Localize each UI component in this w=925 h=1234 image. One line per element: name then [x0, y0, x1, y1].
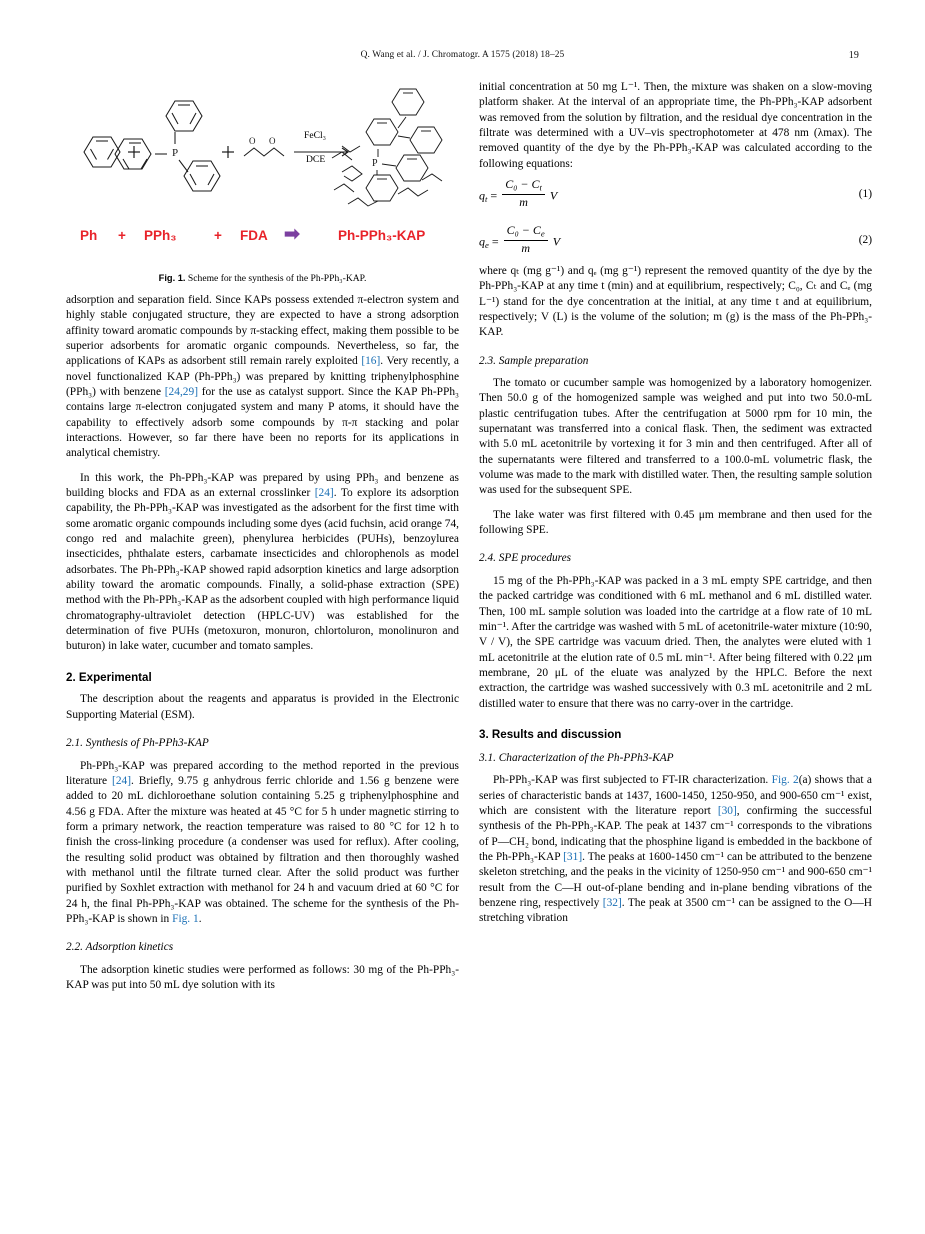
- heading-spe-procedures: 2.4. SPE procedures: [479, 552, 572, 565]
- eq1-num-text: C₀ − C: [505, 176, 540, 191]
- para-text-c: .: [198, 912, 202, 925]
- eq1-num-sub: t: [539, 182, 542, 193]
- eq2-numerator: [504, 224, 548, 241]
- para-text: Ph-PPh₃-KAP was first subjected to FT-IR characterization.: [493, 774, 769, 787]
- left-column: [66, 293, 459, 993]
- eq1-numerator: [502, 178, 545, 195]
- ref-link-30[interactable]: [30]: [717, 805, 737, 818]
- figure-1-caption-text: Scheme for the synthesis of the Ph-PPh₃-KAP.: [187, 273, 367, 284]
- svg-text:O: O: [249, 136, 256, 146]
- reaction-scheme-drawing: [66, 80, 459, 230]
- paragraph-initial-concentration: initial concentration at 50 mg L⁻¹. Then, the mixture was shaken on a slow-moving platform shaker. At the interval of an appropriate time, the Ph-PPh₃-KAP adsorbent was removed from the solution by filtration, and the residual dye concentration in the filtrate was determined with a UV–vis spectrophotometer at 478 nm (λmax). The removed quantity of the dye by the Ph-PPh₃-KAP was calculated according to the following equations:: [479, 81, 872, 170]
- equation-2-body: $q_e$ = $\frac{C_0 - C_e}{m}$ V: [479, 222, 561, 256]
- para-text: adsorption and separation field. Since KAPs possess extended π-electron system and highly stable conjugated structure, they are expected to have a strong adsorption affinity toward aromatic compounds by π-stacking effect, making them possible to be superior adsorbents for aromatic organic compounds. Nevertheless, so far, the applications of KAPs as adsorbent still remain rarely exploited: [66, 294, 459, 368]
- heading-synthesis: 2.1. Synthesis of Ph-PPh3-KAP: [66, 737, 209, 750]
- ref-link-24b[interactable]: [24]: [112, 774, 132, 787]
- para-text-b: . Briefly, 9.75 g anhydrous ferric chloride and 1.56 g benzene were added to 20 mL dichloroethane solution containing 5.25 g triphenylphosphine and 4.56 g FDA. After the mixture was heated at 45 °C for 5 h under magnetic stirring to form a primary network, the reaction temperature was raised to 80 °C for 12 h to finish the cross-linking procedure (a condenser was used for reflux). After cooling, the resulting solid product was obtained by filtration and then thoroughly washed with methanol until the filtrate turned clear. After the solid product was further purified by Soxhlet extraction with methanol for 24 h and vacuum dried at 60 °C for 24 h, the final Ph-PPh₃-KAP was obtained. The scheme for the synthesis of the Ph-PPh₃-KAP is shown in: [66, 774, 459, 925]
- para-text: Ph-PPh₃-KAP was prepared according to the method reported in the previous literature: [66, 759, 459, 787]
- heading-characterization: 3.1. Characterization of the Ph-PPh3-KAP: [479, 751, 674, 764]
- eq2-fraction: [504, 224, 548, 256]
- figure-1-caption-label: Fig. 1.: [158, 273, 186, 283]
- running-head: [66, 50, 859, 60]
- reagent-above-arrow: FeCl₃: [304, 130, 327, 141]
- label-product: Ph-PPh₃-KAP: [338, 228, 426, 243]
- eq1-fraction: [502, 178, 545, 210]
- reagent-below-arrow: DCE: [306, 154, 326, 165]
- para-text-b: (a) shows that a series of characteristic bands at 1437, 1600-1450, 1250-950, and 900-650 cm⁻¹ exist, which are consistent with the literature report: [479, 774, 872, 818]
- page-number: 19: [848, 50, 859, 61]
- para-text-e: . The peak at 3500 cm⁻¹ can be assigned to the O—H stretching vibration: [479, 897, 872, 925]
- ref-link-32[interactable]: [32]: [602, 897, 622, 910]
- equation-1-number: (1): [858, 187, 872, 200]
- heading-adsorption-kinetics: 2.2. Adsorption kinetics: [66, 941, 174, 954]
- paragraph-adsorption-intro: [66, 293, 459, 462]
- right-column: [479, 80, 872, 927]
- heading-experimental: 2. Experimental: [66, 670, 152, 684]
- para-text-d: . The peaks at 1600-1450 cm⁻¹ can be attributed to the benzene skeleton stretching, and the peaks in the vicinity of 1250-950 cm⁻¹ and 900-650 cm⁻¹ result from the C—H out-of-plane bending and in-plane bending vibrations of the benzene ring, respectively: [479, 851, 872, 910]
- equation-1-body: $q_t$ = $\frac{C_0 - C_t}{m}$ V: [479, 176, 558, 210]
- figure-1-caption: [66, 272, 459, 285]
- svg-text:P: P: [172, 147, 179, 159]
- eq2-lhs-sub: e: [485, 240, 489, 251]
- equation-2-number: (2): [858, 233, 872, 246]
- para-text-c: for the use as catalyst support. Since the KAP Ph-PPh₃ contains large π-electron conjugated system and many P atoms, it should have the capability to effectively adsorb some compounds by π-π stacking and polar interactions. However, so far there have been no reports for its applications in analytical chemistry.: [66, 385, 459, 460]
- right-arrow-icon: ➡: [284, 224, 300, 245]
- paragraph-symbol-definitions: where qₜ (mg g⁻¹) and qₑ (mg g⁻¹) represent the removed quantity of the dye by the Ph-PPh₃-KAP at any time t (min) and at equilibrium, respectively; C₀, Cₜ and Cₑ (mg L⁻¹) stand for the dye concentration at the initial, at any time t and at equilibrium, respectively; V (L) is the volume of the solution; m (g) is the mass of the Ph-PPh₃-KAP.: [479, 264, 872, 339]
- svg-text:O: O: [269, 136, 276, 146]
- ref-link-24[interactable]: [24]: [314, 486, 334, 499]
- figure-ref-fig2[interactable]: Fig. 2: [771, 774, 799, 787]
- heading-sample-preparation: 2.3. Sample preparation: [479, 354, 589, 367]
- eq1-lhs-sub: t: [485, 194, 488, 205]
- para-text-c: , confirming the successful synthesis of the Ph-PPh₃-KAP. The peak at 1437 cm⁻¹ corresponds to the vibrations of P—CH₂ bond, indicating that the phosphine ligand is embedded in the backbone of the Ph-PPh₃-KAP: [479, 805, 872, 864]
- para-text-b: . To explore its adsorption capability, the Ph-PPh₃-KAP was investigated as the adsorbent for the first time with some aromatic organic compounds including some dyes (acid fuchsin, acid orange 74, congo red and malachite green), phenylurea herbicides (PUHs), benzoylurea insecticides, phthalate esters, carbamate insecticides and chlorophenols as model adsorbates. The Ph-PPh₃-KAP showed rapid adsorption kinetics and large adsorption ability toward the aromatic compounds. Finally, a solid-phase extraction (SPE) method with the Ph-PPh₃-KAP as the adsorbent coupled with high performance liquid chromatography-ultraviolet detection (HPLC-UV) was established for the determination of five PUHs (metoxuron, monuron, chlortoluron, monolinuron and buturon) in lake water, cucumber and tomato samples.: [66, 486, 459, 653]
- eq2-tail: V: [552, 234, 561, 249]
- ref-link-31[interactable]: [31]: [563, 851, 583, 864]
- label-plus-1: +: [118, 228, 126, 243]
- paragraph-reagents: The description about the reagents and apparatus is provided in the Electronic Supporting Material (ESM).: [66, 693, 459, 721]
- figure-1-scheme: [66, 80, 459, 270]
- equation-2: [479, 224, 872, 258]
- label-fda: FDA: [240, 228, 268, 243]
- eq1-denominator: m: [519, 195, 528, 210]
- label-pph3: PPh₃: [144, 228, 177, 243]
- eq2-lhs: q: [479, 234, 485, 249]
- label-plus-2: +: [214, 228, 222, 243]
- eq2-num-sub: e: [540, 228, 545, 239]
- eq2-num-text: C₀ − C: [506, 222, 541, 237]
- paragraph-kinetics: The adsorption kinetic studies were performed as follows: 30 mg of the Ph-PPh₃-KAP was put into 50 mL dye solution with its: [66, 963, 459, 992]
- paragraph-sample-prep: The tomato or cucumber sample was homogenized by a laboratory homogenizer. Then 50.0 g of the homogenized sample was weighed and put into two 50.0-mL plastic centrifugation tubes. After the centrifugation at 5000 rpm for 10 min, the supernatant was transferred into a conical flask. Then, the sediment was extracted with 5.0 mL acetonitrile by vortexing it for 3 min and then centrifuged. After all of the supernatants were filtered and transferred to a 100.0-mL volumetric flask, the volume was made to the mark with distilled water. Then, the resulting sample solution was used for the subsequent SPE.: [479, 377, 873, 497]
- eq2-denominator: m: [521, 241, 531, 256]
- eq1-tail: V: [549, 188, 558, 203]
- label-ph: Ph: [80, 228, 98, 243]
- figure-ref-fig1[interactable]: Fig. 1: [172, 912, 199, 925]
- ref-link-16[interactable]: [16]: [361, 355, 381, 368]
- para-text: In this work, the Ph-PPh₃-KAP was prepared by using PPh₃ and benzene as building blocks and FDA as an external crosslinker: [66, 471, 459, 499]
- paragraph-spe: 15 mg of the Ph-PPh₃-KAP was packed in a 3 mL empty SPE cartridge, and then the packed cartridge was conditioned with 6 mL methanol and 6 mL distilled water. Then, 100 mL sample solution was loaded into the cartridge at a flow rate of 10 mL min⁻¹. After the cartridge was washed with 5 mL of acetonitrile-water mixture (10:90, V / V), the SPE cartridge was vacuum dried. Then, the analytes were eluted with 1 mL acetonitrile at the elution rate of 0.5 mL min⁻¹. After being filtered with 0.22 μm membrane, 20 μL of the eluate was analyzed by the HPLC. Before the next extraction, the cartridge was washed successively with 0.3 mL acetonitrile and 2 mL distilled water to ensure that there was no carry-over in the cartridge.: [479, 574, 872, 710]
- paragraph-this-work: [66, 471, 459, 655]
- running-head-citation: Q. Wang et al. / J. Chromatogr. A 1575 (2018) 18–25: [360, 50, 565, 60]
- paragraph-synthesis: [66, 759, 459, 928]
- eq1-lhs: q: [479, 188, 485, 203]
- scheme-text-labels: [66, 224, 459, 250]
- equation-1: [479, 178, 872, 212]
- heading-results-discussion: 3. Results and discussion: [479, 727, 622, 741]
- paragraph-ftir: [479, 773, 872, 926]
- para-text-b: . Very recently, a novel functionalized KAP (Ph-PPh₃) was prepared by knitting triphenylphosphine (PPh₃) with benzene: [66, 355, 459, 398]
- paragraph-lake-water: The lake water was first filtered with 0.45 μm membrane and then used for the following SPE.: [479, 508, 872, 537]
- svg-text:P: P: [372, 158, 378, 169]
- ref-link-24-29[interactable]: [24,29]: [164, 385, 198, 398]
